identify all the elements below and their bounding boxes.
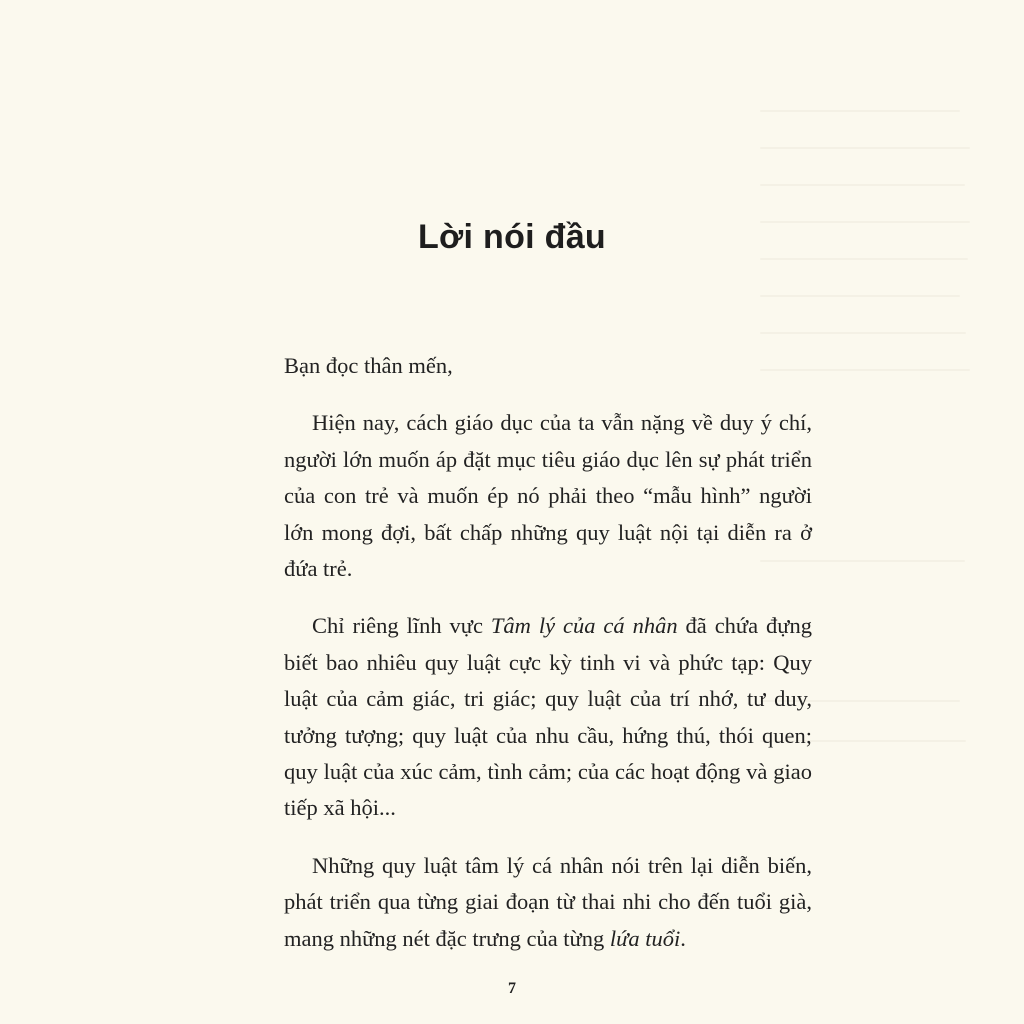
page-title: Lời nói đầu — [417, 218, 606, 256]
paragraph-3-after: . — [680, 925, 686, 951]
paragraph-2-italic: Tâm lý của cá nhân — [490, 613, 678, 639]
paragraph-2 — [284, 608, 812, 826]
page-number: 7 — [508, 980, 516, 997]
greeting: Bạn đọc thân mến, — [284, 353, 453, 378]
preface-body — [284, 348, 812, 978]
paragraph-3-before: Những quy luật tâm lý cá nhân nói trên lại diễn biến, phát triển qua từng giai đoạn từ thai nhi cho đến tuổi già, mang những nét đặc trưng của từng — [284, 852, 812, 951]
paragraph-2-before: Chỉ riêng lĩnh vực — [312, 613, 491, 639]
paragraph-3 — [284, 848, 812, 957]
paragraph-1-text: Hiện nay, cách giáo dục của ta vẫn nặng về duy ý chí, người lớn muốn áp đặt mục tiêu giáo dục lên sự phát triển của con trẻ và muốn ép nó phải theo “mẫu hình” người lớn mong đợi, bất chấp những quy luật nội tại diễn ra ở đứa trẻ. — [284, 410, 812, 582]
paragraph-1 — [284, 405, 812, 587]
paragraph-2-after: đã chứa đựng biết bao nhiêu quy luật cực kỳ tinh vi và phức tạp: Quy luật của cảm giác, tri giác; quy luật của trí nhớ, tư duy, tưởng tượng; quy luật của nhu cầu, hứng thú, thói quen; quy luật của xúc cảm, tình cảm; của các hoạt động và giao tiếp xã hội... — [284, 613, 812, 821]
paragraph-3-italic: lứa tuổi — [609, 925, 681, 951]
